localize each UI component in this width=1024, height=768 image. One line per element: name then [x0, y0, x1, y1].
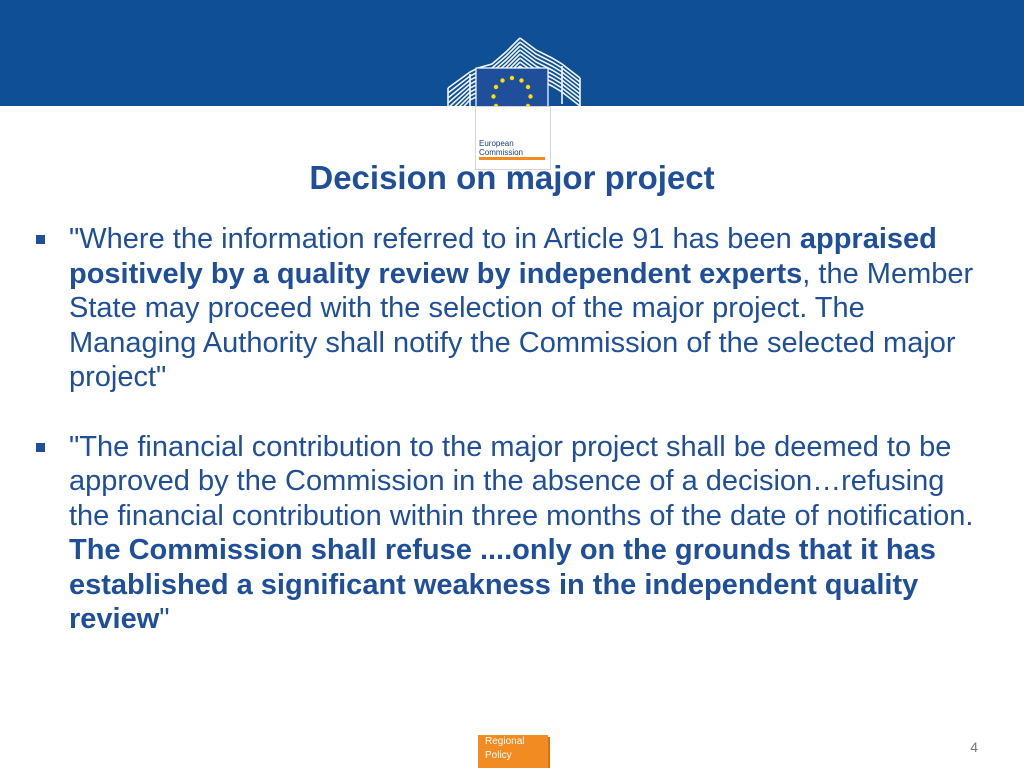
- bullet-item: [36, 222, 986, 395]
- badge-line-1: Regional: [485, 736, 525, 747]
- bullet-text-4: ": [159, 603, 170, 635]
- regional-policy-badge: [478, 735, 548, 768]
- bullet-list: [36, 222, 986, 637]
- square-bullet-icon: [36, 443, 45, 452]
- logo-line-2: Commission: [479, 148, 524, 157]
- badge-line-2: Policy: [485, 750, 512, 761]
- bullet-bold-1: appraised positively by a quality review by independent experts: [69, 223, 937, 290]
- logo-line-1: European: [479, 139, 514, 148]
- logo-text: [479, 139, 549, 157]
- bullet-text-2: , the Member State may proceed with the selection of the major project. The Managing Authority shall notify the Commission of the selected major project": [69, 257, 974, 393]
- bullet-text-1: "Where the information referred to in Article 91 has been: [69, 223, 800, 255]
- bullet-bold-2: The Commission shall refuse ....only on the grounds that it has established a significant weakness in the independent quality review: [69, 534, 936, 635]
- page-number: 4: [970, 739, 978, 755]
- square-bullet-icon: [36, 235, 45, 244]
- bullet-text-3: "The financial contribution to the major project shall be deemed to be approved by the Commission in the absence of a decision…refusing the financial contribution within three months of the date of notification.: [69, 430, 974, 532]
- bullet-item: [36, 430, 986, 637]
- slide-title: Decision on major project: [309, 159, 715, 196]
- european-commission-logo: [440, 30, 586, 157]
